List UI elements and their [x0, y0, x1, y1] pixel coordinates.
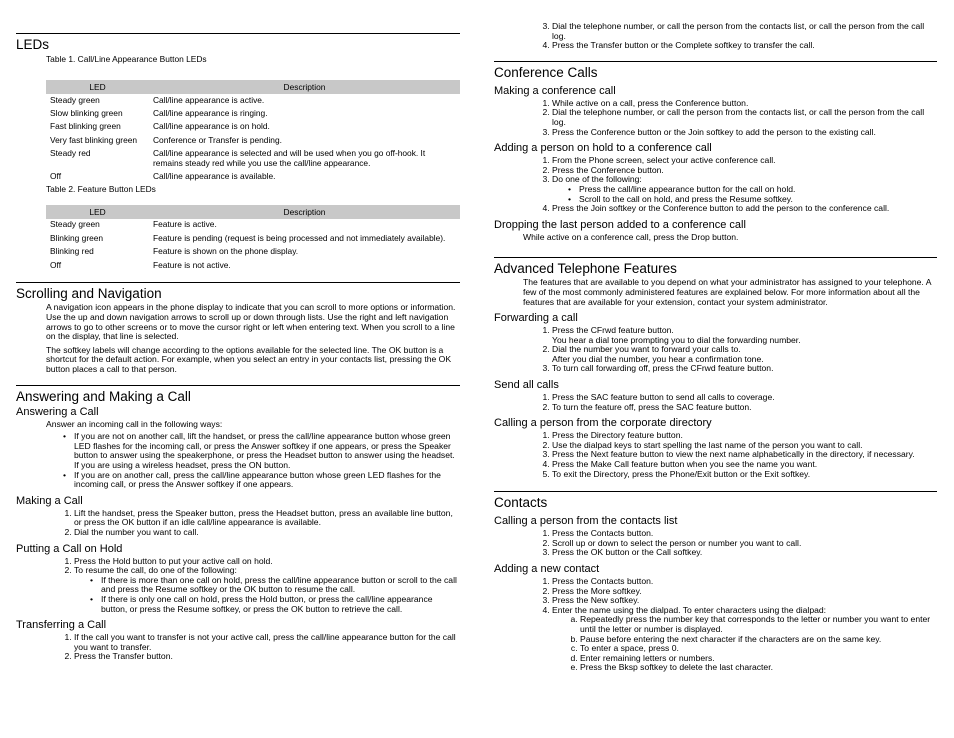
description-cell: Conference or Transfer is pending.: [153, 134, 282, 145]
table-row: [46, 148, 460, 171]
list-item-note: After you dial the number, you hear a confirmation tone.: [552, 353, 764, 364]
table-row: [46, 134, 460, 147]
list-item: 2. To turn the feature off, press the SAC feature button.: [552, 403, 937, 413]
making-steps: [58, 509, 460, 538]
list-item-text: Press the CFrwd feature button.: [552, 325, 674, 336]
list-item: 1. If the call you want to transfer is not your active call, press the call/line appearance button for the call you want to transfer.: [74, 633, 460, 652]
subsection-title-calling-contacts: Calling a person from the contacts list: [494, 515, 678, 528]
left-column: [16, 33, 460, 662]
list-item: c. To enter a space, press 0.: [580, 644, 937, 654]
advanced-intro: The features that are available to you depend on what your administrator has assigned to your telephone. A few of the most commonly administered features are explained below. For more information about all the features that are available for your extension, contact your system administrator.: [523, 277, 931, 307]
led-cell: Blinking red: [50, 246, 94, 257]
directory-steps: [536, 431, 937, 479]
list-item: [552, 606, 937, 673]
table-call-line-leds: [46, 80, 460, 184]
adding-contact-steps: [536, 577, 937, 673]
hold-sub-list: [74, 576, 460, 614]
table-row: [46, 121, 460, 134]
list-item: 1. From the Phone screen, select your active conference call.: [552, 156, 937, 166]
table-header-description: Description: [149, 205, 460, 219]
led-cell: Very fast blinking green: [50, 134, 138, 145]
table-row: [46, 94, 460, 107]
send-all-steps: [536, 393, 937, 412]
table-row: [46, 259, 460, 272]
list-item: 3. Press the New softkey.: [552, 596, 937, 606]
right-column: [494, 22, 937, 673]
section-rule: [16, 33, 460, 34]
list-item: • If there is only one call on hold, press the Hold button, or press the call/line appearance button, or press the Resume softkey, or press the OK button to retrieve the call.: [101, 595, 460, 614]
description-cell: Call/line appearance is selected and will be used when you go off-hook. It remains steady red while you use the call/line appearance.: [153, 148, 426, 168]
transfer-steps: [58, 633, 460, 662]
list-item: 4. Press the Transfer button or the Complete softkey to transfer the call.: [552, 41, 937, 51]
list-item: d. Enter remaining letters or numbers.: [580, 654, 937, 664]
list-item: 2. Dial the number you want to call.: [74, 528, 460, 538]
list-item: 3. Press the Conference button or the Join softkey to add the person to the existing call.: [552, 128, 937, 138]
description-cell: Feature is not active.: [153, 259, 231, 270]
table-header-led: LED: [46, 80, 149, 94]
list-item: • Scroll to the call on hold, and press the Resume softkey.: [579, 195, 937, 205]
list-item: 3. Dial the telephone number, or call the person from the contacts list, or call the person from the call log.: [552, 22, 937, 41]
list-item: 1. Press the Directory feature button.: [552, 431, 937, 441]
calling-contacts-steps: [536, 529, 937, 558]
description-cell: Call/line appearance is on hold.: [153, 121, 270, 132]
list-item: [74, 566, 460, 614]
subsection-title-adding-hold: Adding a person on hold to a conference call: [494, 142, 712, 155]
answering-list: [62, 432, 460, 490]
led-cell: Off: [50, 259, 62, 270]
list-item: 2. Use the dialpad keys to start spelling the last name of the person you want to call.: [552, 441, 937, 451]
list-item: [552, 326, 937, 345]
adding-hold-sub-list: [552, 185, 937, 204]
list-item-text: Dial the number you want to forward your calls to.: [552, 344, 741, 355]
list-item: 1. Press the Hold button to put your active call on hold.: [74, 557, 460, 567]
table-header-led: LED: [46, 205, 149, 219]
forwarding-steps: [536, 326, 937, 374]
subsection-title-send-all: Send all calls: [494, 379, 559, 392]
table-row: [46, 107, 460, 120]
led-cell: Steady green: [50, 94, 100, 105]
section-title-conference: Conference Calls: [494, 64, 598, 80]
list-item: 2. Press the More softkey.: [552, 587, 937, 597]
description-cell: Call/line appearance is active.: [153, 94, 265, 105]
section-rule: [494, 491, 937, 492]
list-item-note: You hear a dial tone prompting you to dial the forwarding number.: [552, 334, 801, 345]
table-row: [46, 232, 460, 245]
adding-hold-steps: [536, 156, 937, 214]
list-item-text: To resume the call, do one of the following:: [74, 565, 237, 576]
section-title-leds: LEDs: [16, 37, 50, 52]
table-header-description: Description: [149, 80, 460, 94]
list-item-text: Do one of the following:: [552, 174, 642, 185]
list-item: 5. To exit the Directory, press the Phone/Exit button or the Exit softkey.: [552, 470, 937, 480]
table2-caption: Table 2. Feature Button LEDs: [46, 183, 156, 194]
list-item: 2. Dial the telephone number, or call the person from the contacts list, or call the person from the call log.: [552, 108, 937, 127]
subsection-title-dropping: Dropping the last person added to a conference call: [494, 218, 746, 231]
section-title-advanced: Advanced Telephone Features: [494, 261, 677, 277]
list-item: 3. To turn call forwarding off, press the CFrwd feature button.: [552, 364, 937, 374]
description-cell: Feature is pending (request is being processed and not immediately available).: [153, 232, 446, 243]
list-item: [552, 345, 937, 364]
list-item: e. Press the Bksp softkey to delete the last character.: [580, 663, 937, 673]
section-rule: [494, 61, 937, 62]
scroll-paragraph: A navigation icon appears in the phone display to indicate that you can scroll to more options or information. Use the up and down navigation arrows to scroll up or down through lists. Use the right and left navigation arrows to go to other screens or to move the cursor right or left when entering text. When you scroll to a line on the display, that line is selected.: [46, 302, 456, 342]
led-cell: Blinking green: [50, 232, 104, 243]
list-item: • If you are not on another call, lift the handset, or press the call/line appearance button whose green LED flashes for the incoming call, or press the Answer softkey if one appears, or press the Speaker button to answer using the speakerphone, or press the Headset button to answer using the headset. If you are using a wireless headset, press the ON button.: [74, 432, 460, 470]
description-cell: Feature is shown on the phone display.: [153, 246, 299, 257]
section-rule: [16, 282, 460, 283]
list-item: • Press the call/line appearance button for the call on hold.: [579, 185, 937, 195]
section-title-scrolling: Scrolling and Navigation: [16, 286, 162, 302]
transfer-steps-continued: [536, 22, 937, 51]
led-cell: Steady green: [50, 219, 100, 230]
led-cell: Fast blinking green: [50, 121, 121, 132]
list-item: b. Pause before entering the next character if the characters are on the same key.: [580, 635, 937, 645]
dialpad-sub-steps: [552, 615, 937, 673]
section-rule: [16, 385, 460, 386]
section-rule: [494, 257, 937, 258]
table-feature-button-leds: [46, 205, 460, 273]
list-item: • If you are on another call, press the call/line appearance button whose green LED flashes for the incoming call, or press the Answer softkey if one appears.: [74, 471, 460, 490]
table-header-row: [46, 205, 460, 219]
table-row: [46, 246, 460, 259]
table-row: [46, 170, 460, 183]
softkey-paragraph: The softkey labels will change according to the options available for the selected line. The OK button is a shortcut for the default action. For example, when you select an entry in your contacts list, pressing the OK button places a call to that person.: [46, 344, 452, 375]
description-cell: Call/line appearance is available.: [153, 170, 276, 181]
section-title-contacts: Contacts: [494, 495, 548, 511]
subsection-title-hold: Putting a Call on Hold: [16, 542, 123, 555]
answering-intro: Answer an incoming call in the following ways:: [46, 418, 223, 429]
subsection-title-directory: Calling a person from the corporate directory: [494, 417, 712, 430]
section-title-answering-making: Answering and Making a Call: [16, 388, 191, 404]
list-item: • If there is more than one call on hold, press the call/line appearance button or scroll to the call and press the Resume softkey or the OK button to resume the call.: [101, 576, 460, 595]
list-item: 1. Press the Contacts button.: [552, 577, 937, 587]
description-cell: Feature is active.: [153, 219, 217, 230]
list-item: 4. Press the Join softkey or the Conference button to add the person to the conference call.: [552, 204, 937, 214]
subsection-title-forwarding: Forwarding a call: [494, 312, 578, 325]
list-item-text: Enter the name using the dialpad. To enter characters using the dialpad:: [552, 604, 827, 615]
led-cell: Off: [50, 170, 62, 181]
list-item: 3. Press the Next feature button to view the next name alphabetically in the directory, if necessary.: [552, 450, 937, 460]
list-item: 1. Press the SAC feature button to send all calls to coverage.: [552, 393, 937, 403]
subsection-title-transfer: Transferring a Call: [16, 619, 107, 632]
list-item: 2. Scroll up or down to select the person or number you want to call.: [552, 539, 937, 549]
subsection-title-making: Making a Call: [16, 494, 83, 507]
subsection-title-adding-contact: Adding a new contact: [494, 563, 600, 575]
list-item: [552, 175, 937, 204]
table-header-row: [46, 80, 460, 94]
list-item: 3. Press the OK button or the Call softkey.: [552, 548, 937, 558]
subsection-title-making-conference: Making a conference call: [494, 84, 616, 97]
list-item: 2. Press the Conference button.: [552, 166, 937, 176]
list-item: 1. Press the Contacts button.: [552, 529, 937, 539]
list-item: 4. Press the Make Call feature button when you see the name you want.: [552, 460, 937, 470]
subsection-title-answering: Answering a Call: [16, 405, 99, 418]
conference-steps: [536, 99, 937, 137]
led-cell: Slow blinking green: [50, 107, 123, 118]
dropping-text: While active on a conference call, press the Drop button.: [523, 231, 739, 242]
list-item: a. Repeatedly press the number key that corresponds to the letter or number you want to enter until the letter or number is displayed.: [580, 615, 937, 634]
led-cell: Steady red: [50, 148, 91, 159]
description-cell: Call/line appearance is ringing.: [153, 107, 268, 118]
hold-steps: [58, 557, 460, 615]
list-item: 1. Lift the handset, press the Speaker button, press the Headset button, press an available line button, or press the OK button if an idle call/line appearance is available.: [74, 509, 460, 528]
table1-caption: Table 1. Call/Line Appearance Button LEDs: [46, 54, 207, 64]
list-item: 1. While active on a call, press the Conference button.: [552, 99, 937, 109]
table-row: [46, 219, 460, 232]
list-item: 2. Press the Transfer button.: [74, 652, 460, 662]
